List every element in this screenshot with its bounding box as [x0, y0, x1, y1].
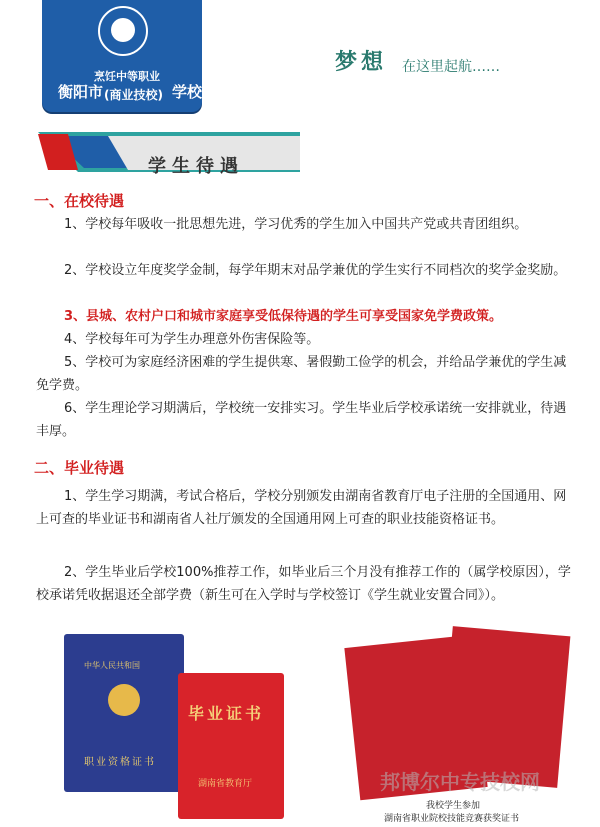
- school-item-5: 5、学校可为家庭经济困难的学生提供寒、暑假勤工俭学的机会，并给品学兼优的学生减免学费。: [36, 355, 567, 393]
- graduation-certificate: [178, 673, 284, 819]
- grad-item-2: 2、学生毕业后学校100%推荐工作，如毕业后三个月没有推荐工作的（属学校原因），学校承诺凭收据退还全部学费（新生可在入学时与学校签订《学生就业安置合同》）。: [36, 565, 571, 603]
- award-caption-line2: 湖南省职业院校技能竞赛获奖证书: [384, 814, 520, 824]
- school-name-line2: (商业技校): [104, 88, 163, 102]
- school-section-heading: 一、在校待遇: [34, 192, 125, 210]
- school-name-tail: 学校: [172, 83, 203, 101]
- school-item-6: 6、学生理论学习期满后，学校统一安排实习。学生毕业后学校承诺统一安排就业，待遇丰厚。: [36, 401, 567, 439]
- slogan-sub: 在这里起航……: [402, 59, 500, 75]
- graduation-certificate-title: 毕业证书: [188, 704, 265, 723]
- school-item-1: 1、学校每年吸收一批思想先进，学习优秀的学生加入中国共产党或共青团组织。: [64, 217, 528, 232]
- slogan-main: 梦想: [335, 50, 388, 75]
- national-emblem-icon: [108, 684, 140, 716]
- award-certificate-2: [440, 626, 571, 788]
- watermark: 邦博尔中专技校网: [380, 770, 540, 794]
- grad-item-1: 1、学生学习期满，考试合格后，学校分别颁发由湖南省教育厅电子注册的全国通用、网上可查的毕业证书和湖南省人社厅颁发的全国通用网上可查的职业技能资格证书。: [36, 489, 567, 527]
- school-item-4: 4、学校每年可为学生办理意外伤害保险等。: [64, 332, 320, 347]
- section-title: 学生待遇: [148, 156, 244, 177]
- vocational-certificate-title: 职业资格证书: [84, 757, 156, 768]
- school-name-line1: 烹饪中等职业: [94, 70, 160, 83]
- school-item-2: 2、学校设立年度奖学金制，每学年期末对品学兼优的学生实行不同档次的奖学金奖励。: [64, 263, 567, 278]
- school-logo-mark: [111, 18, 135, 42]
- school-name-city: 衡阳市: [58, 83, 104, 101]
- award-caption-line1: 我校学生参加: [426, 801, 481, 811]
- grad-section-heading: 二、毕业待遇: [34, 459, 125, 477]
- vocational-certificate-header: 中华人民共和国: [84, 661, 140, 670]
- school-item-3: 3、县城、农村户口和城市家庭享受低保待遇的学生可享受国家免学费政策。: [64, 309, 503, 324]
- graduation-certificate-issuer: 湖南省教育厅: [198, 779, 253, 789]
